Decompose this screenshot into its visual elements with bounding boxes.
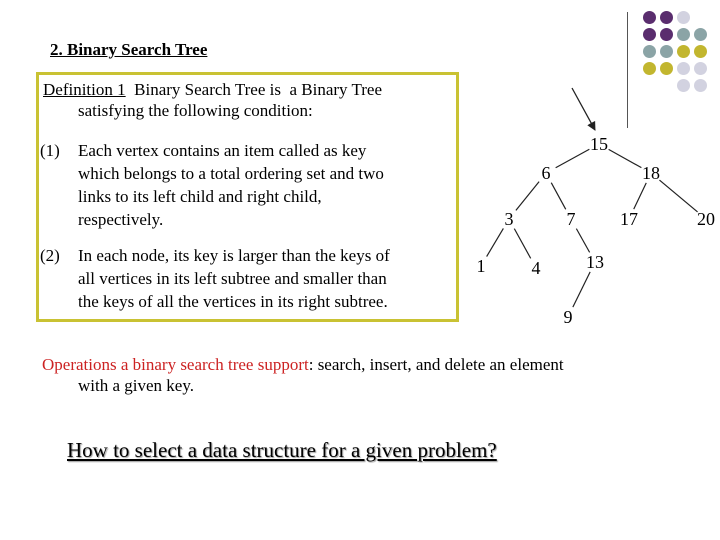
tree-edge (516, 182, 539, 211)
tree-edge (576, 229, 589, 253)
tree-node-20: 20 (697, 209, 715, 229)
tree-edge (556, 149, 590, 167)
condition-2-line-2: all vertices in its left subtree and smaller than (78, 269, 387, 288)
tree-edge (487, 228, 504, 256)
tree-node-18: 18 (642, 163, 660, 183)
tree-edge (514, 229, 530, 259)
tree-edge (573, 272, 590, 307)
operations-highlight: Operations a binary search tree support (42, 355, 309, 374)
question-text: How to select a data structure for a given problem? (67, 438, 497, 462)
tree-node-9: 9 (563, 307, 573, 327)
condition-1-line-2: which belongs to a total ordering set and two (78, 164, 384, 183)
tree-edge (551, 183, 565, 210)
tree-edge (609, 149, 642, 167)
definition-label: Definition 1 (43, 80, 126, 99)
operations-line-2: with a given key. (78, 376, 194, 395)
condition-1-line-4: respectively. (78, 210, 164, 229)
tree-node-6: 6 (541, 163, 551, 183)
tree-edge (634, 183, 647, 209)
slide-title: 2. Binary Search Tree (50, 40, 208, 59)
tree-node-13: 13 (586, 252, 604, 272)
operations-rest-1: : search, insert, and delete an element (308, 355, 564, 374)
tree-node-3: 3 (504, 209, 514, 229)
tree-node-15: 15 (590, 134, 608, 154)
operations-text (42, 354, 564, 396)
tree-node-4: 4 (531, 258, 541, 278)
condition-2-line-3: the keys of all the vertices in its right subtree. (78, 292, 388, 311)
condition-1-marker: (1) (40, 141, 60, 160)
condition-1-line-3: links to its left child and right child, (78, 187, 322, 206)
tree-node-7: 7 (566, 209, 576, 229)
condition-2-marker: (2) (40, 246, 60, 265)
condition-1-line-1: Each vertex contains an item called as key (78, 141, 367, 160)
tree-edge (659, 180, 697, 212)
operations-line-1 (42, 354, 564, 375)
root-pointer-arrow (572, 88, 595, 130)
definition-line-2: satisfying the following condition: (78, 101, 313, 120)
tree-node-1: 1 (476, 256, 486, 276)
tree-node-17: 17 (620, 209, 638, 229)
condition-2-line-1: In each node, its key is larger than the keys of (78, 246, 390, 265)
definition-text-1: Binary Search Tree is a Binary Tree (125, 80, 383, 99)
